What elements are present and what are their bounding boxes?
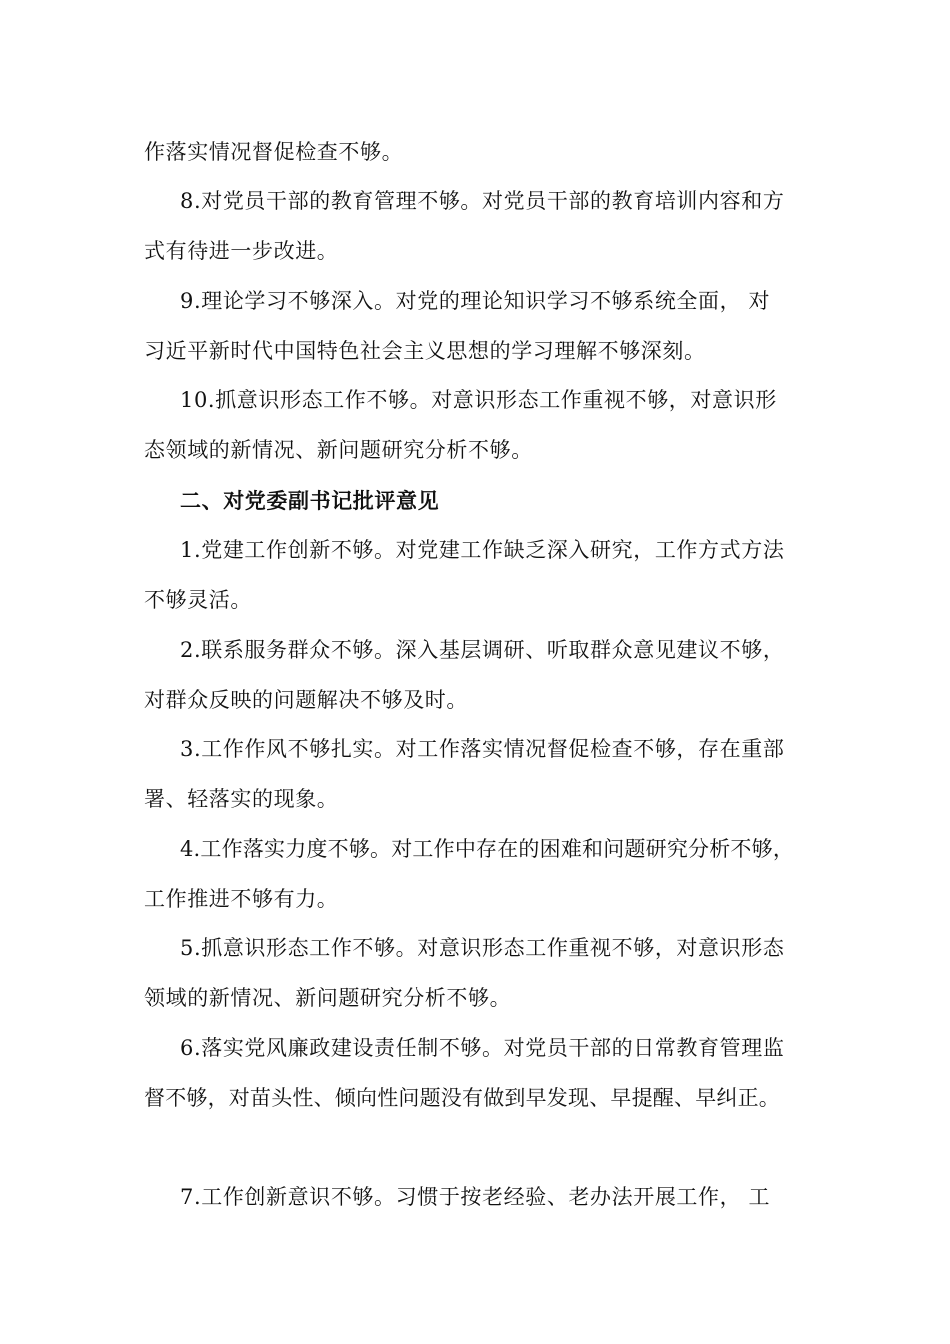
text-line: 习近平新时代中国特色社会主义思想的学习理解不够深刻。 (144, 339, 706, 363)
text-line: 4.工作落实力度不够。对工作中存在的困难和问题研究分析不够， (180, 837, 795, 861)
text-line: 署、轻落实的现象。 (144, 787, 339, 811)
text-line: 对群众反映的问题解决不够及时。 (144, 688, 468, 712)
text-line: 10.抓意识形态工作不够。对意识形态工作重视不够，对意识形 (180, 388, 777, 412)
text-line: 7.工作创新意识不够。习惯于按老经验、老办法开展工作， 工 (180, 1185, 771, 1209)
text-line: 督不够，对苗头性、倾向性问题没有做到早发现、早提醒、早纠正。 (144, 1086, 780, 1110)
text-line: 5.抓意识形态工作不够。对意识形态工作重视不够，对意识形态 (180, 936, 785, 960)
text-line: 6.落实党风廉政建设责任制不够。对党员干部的日常教育管理监 (180, 1036, 785, 1060)
text-line: 9.理论学习不够深入。对党的理论知识学习不够系统全面， 对 (180, 289, 771, 313)
text-line: 不够灵活。 (144, 588, 252, 612)
text-line: 2.联系服务群众不够。深入基层调研、听取群众意见建议不够， (180, 638, 785, 662)
text-line: 工作推进不够有力。 (144, 887, 339, 911)
text-line: 态领域的新情况、新问题研究分析不够。 (144, 438, 533, 462)
section-heading: 二、对党委副书记批评意见 (180, 488, 440, 513)
text-line: 1.党建工作创新不够。对党建工作缺乏深入研究，工作方式方法 (180, 538, 785, 562)
text-line: 式有待进一步改进。 (144, 239, 339, 263)
text-line: 作落实情况督促检查不够。 (144, 140, 404, 164)
text-line: 8.对党员干部的教育管理不够。对党员干部的教育培训内容和方 (180, 189, 785, 213)
text-line: 3.工作作风不够扎实。对工作落实情况督促检查不够，存在重部 (180, 737, 785, 761)
text-line: 领域的新情况、新问题研究分析不够。 (144, 986, 512, 1010)
